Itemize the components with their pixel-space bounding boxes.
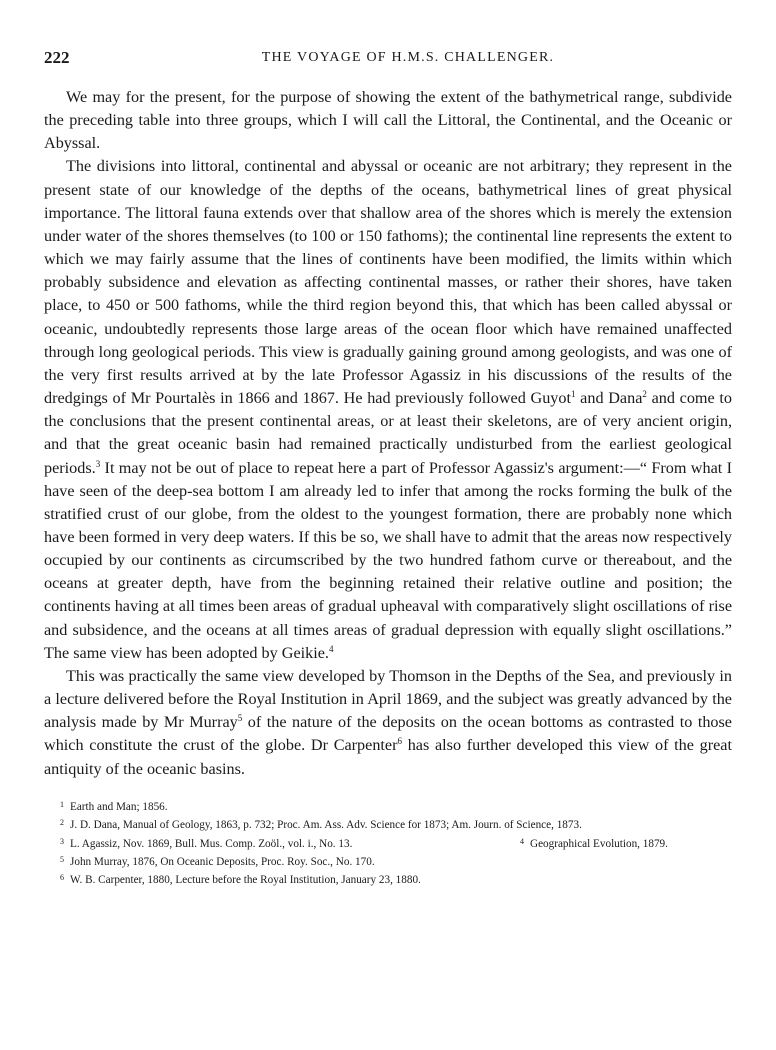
footnote-text: J. D. Dana, Manual of Geology, 1863, p. 732; Proc. Am. Ass. Adv. Science for 1873; Am. Journ. of Science, 1873. xyxy=(70,819,582,832)
footnote-mark: 4 xyxy=(520,836,524,846)
footnote-text: John Murray, 1876, On Oceanic Deposits, Proc. Roy. Soc., No. 170. xyxy=(70,855,375,868)
footnote-mark: 5 xyxy=(60,854,64,864)
footnotes xyxy=(44,797,732,889)
footnote-text: W. B. Carpenter, 1880, Lecture before the Royal Institution, January 23, 1880. xyxy=(70,874,421,887)
paragraph-text: of the nature of the deposits on the ocean bottoms as contrasted to those which constitute the crust of the globe. Dr Carpenter xyxy=(44,713,732,755)
footnote-ref-3: 3 xyxy=(95,458,101,469)
paragraph-text: This was practically the same view developed by Thomson in the Depths of the Sea, and previously in a lecture delivered before the Royal Institution in April 1869, and the subject was greatly advanced by the analysis made by Mr Murray xyxy=(44,666,732,732)
footnote-mark: 2 xyxy=(60,818,64,828)
paragraph-text: The divisions into littoral, continental and abyssal or oceanic are not arbitrary; they represent in the present state of our knowledge of the depths of the oceans, bathymetrical lines of great physical importance. The littoral fauna extends over that shallow area of the shores which is merely the extension under water of the shores themselves (to 100 or 150 fathoms); the continental line represents the extent to which we may fairly assume that the lines of continents have been modified, the limits within which probably subsidence and elevation as affecting continental masses, or rather their shores, have taken place, to 450 or 500 fathoms, while the third region beyond this, that which has been called abyssal or oceanic, undoubtedly represents those large areas of the ocean floor which have remained unaffected through long geological periods. This view is gradually gaining ground among geologists, and was one of the very first results arrived at by the late Professor Agassiz in his discussions of the results of the dredgings of Mr Pourtalès in 1866 and 1867. He had previously followed Guyot xyxy=(44,157,732,408)
paragraph-2 xyxy=(44,155,732,664)
body-text xyxy=(44,86,732,781)
book-page xyxy=(44,40,732,889)
paragraph-3 xyxy=(44,665,732,781)
page-header xyxy=(44,40,732,68)
footnote-mark: 1 xyxy=(60,799,64,809)
footnote-text: Earth and Man; 1856. xyxy=(70,800,168,813)
paragraph-text: has also further developed this view of the great antiquity of the oceanic basins. xyxy=(44,736,732,778)
footnote-mark: 3 xyxy=(60,836,64,846)
footnote-text: L. Agassiz, Nov. 1869, Bull. Mus. Comp. Zoöl., vol. i., No. 13. xyxy=(70,837,353,850)
footnote-1 xyxy=(60,797,732,815)
footnote-ref-5: 5 xyxy=(237,713,243,724)
paragraph-text: and Dana xyxy=(575,389,643,408)
page-number: 222 xyxy=(44,48,70,67)
footnote-text: Geographical Evolution, 1879. xyxy=(530,837,668,850)
footnote-4 xyxy=(520,834,668,852)
footnote-5 xyxy=(60,852,732,870)
footnote-ref-1: 1 xyxy=(570,389,576,400)
footnote-ref-6: 6 xyxy=(397,736,403,747)
footnote-2 xyxy=(60,815,732,833)
paragraph-text: It may not be out of place to repeat here a part of Professor Agassiz's argument:—“ From what I have seen of the deep-sea bottom I am already led to infer that among the rocks forming the bulk of the stratified crust of our globe, from the oldest to the youngest formation, there are probably none which have been formed in very deep waters. If this be so, we shall have to admit that the areas now respectively occupied by our continents as circumscribed by the two hundred fathom curve or thereabout, and the oceans at greater depth, have from the beginning retained their relative outline and position; the continents having at all times been areas of gradual upheaval with comparatively slight oscillations of rise and subsidence, and the oceans at all times areas of gradual depression with equally slight oscillations.” The same view has been adopted by Geikie. xyxy=(44,458,732,662)
paragraph-text: We may for the present, for the purpose of showing the extent of the bathymetrical range, subdivide the preceding table into three groups, which I will call the Littoral, the Continental, and the Oceanic or Abyssal. xyxy=(44,88,732,153)
paragraph-1 xyxy=(44,86,732,155)
footnote-3 xyxy=(60,834,732,852)
footnote-ref-4: 4 xyxy=(328,643,334,654)
running-title: THE VOYAGE OF H.M.S. CHALLENGER. xyxy=(261,50,555,65)
footnote-mark: 6 xyxy=(60,873,64,883)
paragraph-text: and come to the conclusions that the present continental areas, or at least their skeletons, are of very ancient origin, and that the great oceanic basin had remained practically undisturbed from the earliest geological periods. xyxy=(44,389,732,477)
footnote-6 xyxy=(60,870,732,888)
footnote-ref-2: 2 xyxy=(642,389,647,400)
